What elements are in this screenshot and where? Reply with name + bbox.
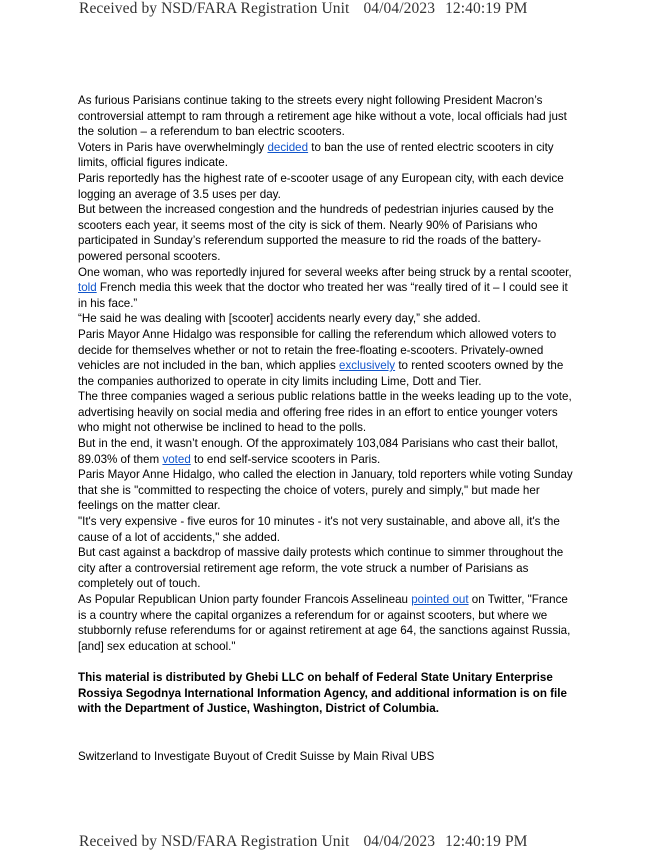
fara-received-stamp-top <box>79 0 528 18</box>
stamp-time: 12:40:19 PM <box>445 833 528 850</box>
link-voted[interactable]: voted <box>162 452 191 466</box>
paragraph: "It's very expensive - five euros for 10 minutes - it's not very sustainable, and above all, it's the cause of a lot of accidents," she added. <box>78 515 560 544</box>
paragraph: But cast against a backdrop of massive daily protests which continue to simmer throughout the city after a controversial retirement age reform, the vote struck a number of Parisians as completely out of touch. <box>78 546 564 591</box>
paragraph: Paris reportedly has the highest rate of e-scooter usage of any European city, with each device logging an average of 3.5 uses per day. <box>78 171 564 201</box>
link-told[interactable]: told <box>78 281 97 295</box>
next-article-title: Switzerland to Investigate Buyout of Credit Suisse by Main Rival UBS <box>78 750 435 763</box>
paragraph: Paris Mayor Anne Hidalgo, who called the election in January, told reporters while voting Sunday that she is "committed to respecting the choice of voters, purely and simply," but made her feelings on the matter clear. <box>78 468 573 513</box>
paragraph: But in the end, it wasn’t enough. Of the approximately 103,084 Parisians who cast their ballot, 89.03% of them voted to end self-service scooters in Paris. <box>78 437 559 466</box>
paragraph: Paris Mayor Anne Hidalgo was responsible for calling the referendum which allowed voters to decide for themselves whether or not to retain the free-floating e-scooters. Privately-owned vehicles are not included in the ban, which applies exclusively to rented scooters owned by the the companies authorized to operate in city limits including Lime, Dott and Tier. <box>78 327 564 388</box>
paragraph: Voters in Paris have overwhelmingly decided to ban the use of rented electric scooters in city limits, official figures indicate. <box>78 140 554 170</box>
paragraph: As furious Parisians continue taking to the streets every night following President Macron’s controversial attempt to ram through a retirement age hike without a vote, local officials had just the solution – a referendum to ban electric scooters. <box>78 94 567 139</box>
stamp-label: Received by NSD/FARA Registration Unit <box>79 0 350 17</box>
paragraph: The three companies waged a serious public relations battle in the weeks leading up to the vote, advertising heavily on social media and offering free rides in an effort to entice younger voters who might not otherwise be inclined to head to the polls. <box>78 390 572 435</box>
link-pointed-out[interactable]: pointed out <box>411 593 469 606</box>
stamp-label: Received by NSD/FARA Registration Unit <box>79 833 350 850</box>
stamp-date: 04/04/2023 <box>363 0 436 17</box>
fara-disclaimer: This material is distributed by Ghebi LLC on behalf of Federal State Unitary Enterprise Rossiya Segodnya International Information Agency, and additional information is on file with the Department of Justice, Washington, District of Columbia. <box>78 671 567 716</box>
stamp-time: 12:40:19 PM <box>445 0 528 17</box>
stamp-date: 04/04/2023 <box>363 833 436 850</box>
paragraph: “He said he was dealing with [scooter] accidents nearly every day,” she added. <box>78 312 481 326</box>
fara-received-stamp-bottom <box>79 833 528 851</box>
paragraph: As Popular Republican Union party founder Francois Asselineau pointed out on Twitter, "France is a country where the capital organizes a referendum for or against scooters, but where we stubbornly refuse referendums for or against retirement at age 64, the sanctions against Russia, [and] sex education at school." <box>78 593 571 653</box>
paragraph: One woman, who was reportedly injured for several weeks after being struck by a rental scooter, told French media this week that the doctor who treated her was “really tired of it – I could see it in his face.” <box>78 265 572 310</box>
link-decided[interactable]: decided <box>267 140 309 154</box>
article-body <box>78 93 578 654</box>
paragraph: But between the increased congestion and the hundreds of pedestrian injuries caused by the scooters each year, it seems most of the city is sick of them. Nearly 90% of Parisians who participated in Sunday’s referendum supported the measure to rid the roads of the battery-powered personal scooters. <box>78 203 554 263</box>
link-exclusively[interactable]: exclusively <box>339 359 396 373</box>
